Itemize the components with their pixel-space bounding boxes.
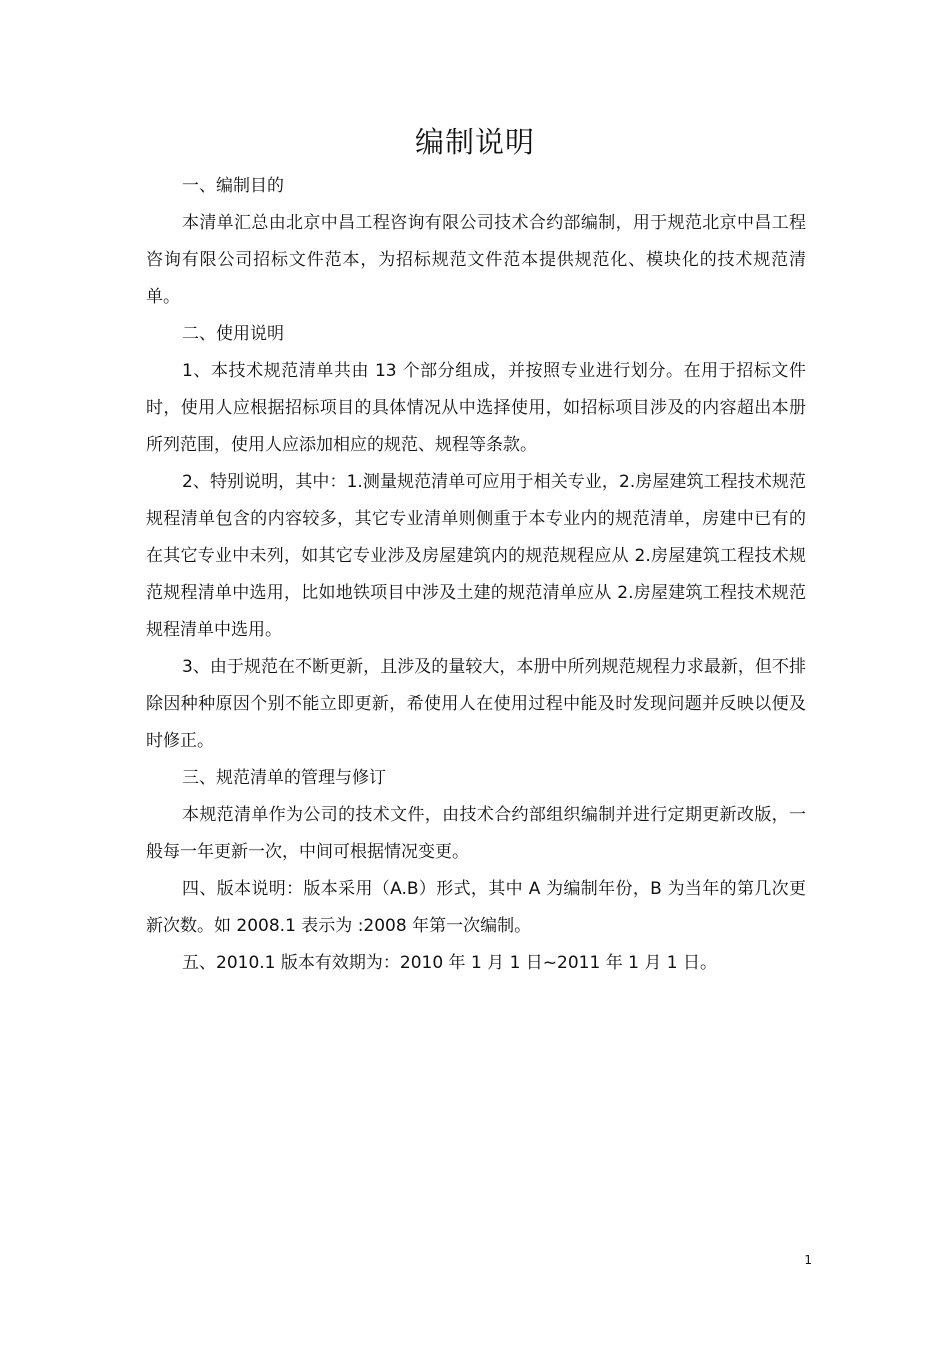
document-body (146, 168, 806, 982)
page-number: 1 (804, 1253, 812, 1267)
paragraph-management: 本规范清单作为公司的技术文件，由技术合约部组织编制并进行定期更新改版，一般每一年更新一次，中间可根据情况变更。 (146, 805, 806, 862)
paragraph-validity: 五、2010.1 版本有效期为：2010 年 1 月 1 日~2011 年 1 月 1 日。 (182, 953, 717, 973)
section-heading-purpose: 一、编制目的 (182, 176, 284, 196)
page-title: 编制说明 (414, 125, 535, 159)
section-heading-management: 三、规范清单的管理与修订 (182, 768, 386, 788)
paragraph-version: 四、版本说明：版本采用（A.B）形式，其中 A 为编制年份，B 为当年的第几次更新次数。如 2008.1 表示为 :2008 年第一次编制。 (146, 879, 806, 936)
section-heading-usage: 二、使用说明 (182, 324, 284, 344)
paragraph-usage-2: 2、特别说明，其中：1.测量规范清单可应用于相关专业，2.房屋建筑工程技术规范规程清单包含的内容较多，其它专业清单则侧重于本专业内的规范清单，房建中已有的在其它专业中未列，如其它专业涉及房屋建筑内的规范规程应从 2.房屋建筑工程技术规范规程清单中选用，比如地铁项目中涉及土建的规范清单应从 2.房屋建筑工程技术规范规程清单中选用。 (146, 472, 806, 640)
paragraph-usage-3: 3、由于规范在不断更新，且涉及的量较大，本册中所列规范规程力求最新，但不排除因种种原因个别不能立即更新，希使用人在使用过程中能及时发现问题并反映以便及时修正。 (146, 657, 806, 751)
paragraph-purpose: 本清单汇总由北京中昌工程咨询有限公司技术合约部编制，用于规范北京中昌工程咨询有限公司招标文件范本，为招标规范文件范本提供规范化、模块化的技术规范清单。 (146, 213, 806, 307)
paragraph-usage-1: 1、本技术规范清单共由 13 个部分组成，并按照专业进行划分。在用于招标文件时，使用人应根据招标项目的具体情况从中选择使用，如招标项目涉及的内容超出本册所列范围，使用人应添加相应的规范、规程等条款。 (146, 361, 806, 455)
